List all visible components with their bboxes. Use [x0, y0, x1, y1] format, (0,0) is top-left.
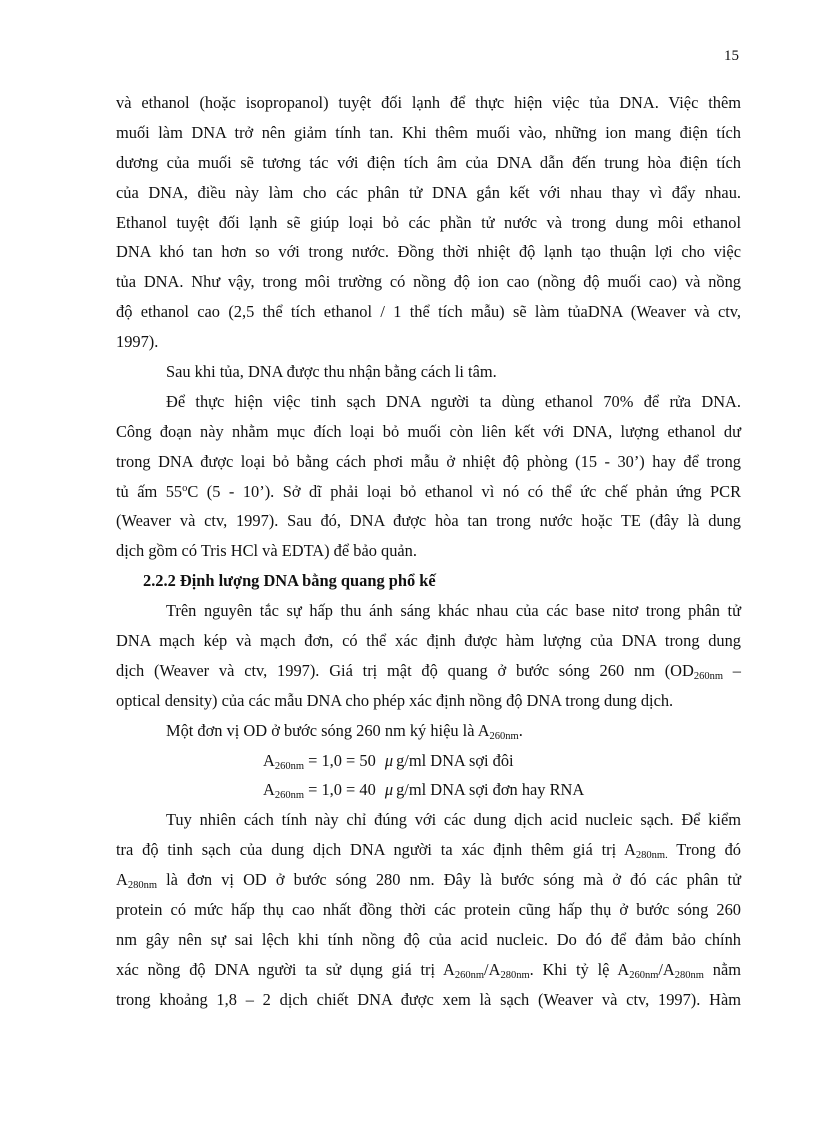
paragraph-line: Trên nguyên tắc sự hấp thu ánh sáng khác nhau của các base nitơ trong phân tử — [166, 601, 741, 621]
subscript: 260nm — [489, 730, 519, 742]
subscript: 260nm — [629, 969, 659, 981]
text-line: dịch gồm có Tris HCl và EDTA) để bảo quản. — [116, 541, 417, 561]
subscript: 260nm — [274, 790, 305, 802]
mu-symbol: μ — [384, 780, 394, 800]
paragraph-line: Để thực hiện việc tinh sạch DNA người ta dùng ethanol 70% để rửa DNA. — [166, 391, 741, 411]
text-span: – — [723, 660, 741, 680]
text-span: . — [518, 720, 523, 740]
text-line — [116, 865, 741, 895]
text-line: DNA mạch kép và mạch đơn, có thể xác định được hàm lượng của DNA trong dung — [116, 631, 741, 651]
text-line: tủa DNA. Như vậy, trong môi trường có nồng độ ion cao (nồng độ muối cao) và nồng — [116, 272, 741, 292]
subscript: 280nm — [500, 969, 530, 981]
text-line: trong DNA được loại bỏ bằng cách phơi mẫu ở nhiệt độ phòng (15 - 30’) hay để trong — [116, 451, 741, 471]
text-span: g/ml DNA sợi đơn hay RNA — [396, 780, 585, 800]
text-line: muối làm DNA trở nên giảm tính tan. Khi thêm muối vào, những ion mang điện tích — [116, 122, 741, 142]
section-heading: 2.2.2 Định lượng DNA bằng quang phổ kế — [143, 571, 436, 591]
text-line: optical density) của các mẫu DNA cho phép xác định nồng độ DNA trong dung dịch. — [116, 690, 674, 710]
paragraph-line: Tuy nhiên cách tính này chỉ đúng với các dung dịch acid nucleic sạch. Để kiểm — [166, 810, 741, 830]
text-line — [116, 835, 741, 865]
text-line: của DNA, điều này làm cho các phân tử DNA gắn kết với nhau thay vì đẩy nhau. — [116, 182, 741, 202]
text-line: trong khoảng 1,8 – 2 dịch chiết DNA được xem là sạch (Weaver và ctv, 1997). Hàm — [116, 989, 741, 1009]
body-text — [116, 88, 741, 1015]
text-line: nm gây nên sự sai lệch khi tính nồng độ của acid nucleic. Do đó để đảm bảo chính — [116, 929, 741, 949]
equation-line — [116, 775, 741, 805]
text-span: /A — [658, 959, 675, 979]
text-span: xác nồng độ DNA người ta sử dụng giá trị A — [116, 959, 455, 979]
text-span: tủ ấm 55 — [116, 481, 183, 501]
text-span: = 1,0 = 50 — [304, 750, 380, 770]
text-span: A — [263, 750, 275, 770]
text-line — [116, 477, 741, 507]
subscript: 280nm — [127, 880, 158, 892]
text-span: g/ml DNA sợi đôi — [396, 750, 514, 770]
text-line: Công đoạn này nhằm mục đích loại bỏ muối còn liên kết với DNA, lượng ethanol dư — [116, 421, 741, 441]
text-line: độ ethanol cao (2,5 thể tích ethanol / 1 thể tích mẫu) sẽ làm tủaDNA (Weaver và ctv, — [116, 302, 741, 322]
text-span: nằm — [703, 959, 742, 979]
subscript: 280nm — [674, 969, 704, 981]
text-span: tra độ tinh sạch của dung dịch DNA người ta xác định thêm giá trị A — [116, 840, 636, 860]
mu-symbol: μ — [384, 750, 394, 770]
text-line: dương của muối sẽ tương tác với điện tích âm của DNA dẫn đến trung hòa điện tích — [116, 152, 741, 172]
superscript: o — [182, 482, 188, 494]
text-span: là đơn vị OD ở bước sóng 280 nm. Đây là bước sóng mà ở đó các phân tử — [157, 870, 741, 890]
text-line — [116, 955, 741, 985]
subscript: 260nm — [274, 760, 305, 772]
text-line: 1997). — [116, 332, 159, 352]
page-number: 15 — [724, 48, 739, 64]
text-span: C (5 - 10’). Sở dĩ phải loại bỏ ethanol vì nó có thể ức chế phản ứng PCR — [187, 481, 742, 501]
text-span: = 1,0 = 40 — [304, 780, 380, 800]
paragraph-line: Sau khi tủa, DNA được thu nhận bằng cách li tâm. — [166, 362, 497, 382]
paragraph-line — [116, 716, 741, 746]
subscript: 280nm. — [635, 850, 668, 862]
text-span: dịch (Weaver và ctv, 1997). Giá trị mật độ quang ở bước sóng 260 nm (OD — [116, 660, 694, 680]
text-span: A — [116, 870, 128, 890]
text-line: và ethanol (hoặc isopropanol) tuyệt đối lạnh để thực hiện việc tủa DNA. Việc thêm — [116, 93, 741, 112]
subscript: 260nm — [454, 969, 485, 981]
text-span: Một đơn vị OD ở bước sóng 260 nm ký hiệu là A — [166, 720, 490, 740]
text-span: Trong đó — [667, 840, 741, 860]
text-span: /A — [484, 959, 501, 979]
text-span: . Khi tỷ lệ A — [529, 959, 630, 979]
text-line: DNA khó tan hơn so với trong nước. Đồng thời nhiệt độ lạnh tạo thuận lợi cho việc — [116, 242, 741, 262]
text-line: protein có mức hấp thụ cao nhất đồng thời các protein cũng hấp thụ ở bước sóng 260 — [116, 900, 741, 920]
subscript: 260nm — [693, 670, 723, 682]
text-line: (Weaver và ctv, 1997). Sau đó, DNA được hòa tan trong nước hoặc TE (đây là dung — [116, 511, 741, 531]
equation-line — [116, 746, 741, 776]
text-line — [116, 656, 741, 686]
text-span: A — [263, 780, 275, 800]
text-line: Ethanol tuyệt đối lạnh sẽ giúp loại bỏ các phần tử nước và trong dung môi ethanol — [116, 212, 741, 232]
